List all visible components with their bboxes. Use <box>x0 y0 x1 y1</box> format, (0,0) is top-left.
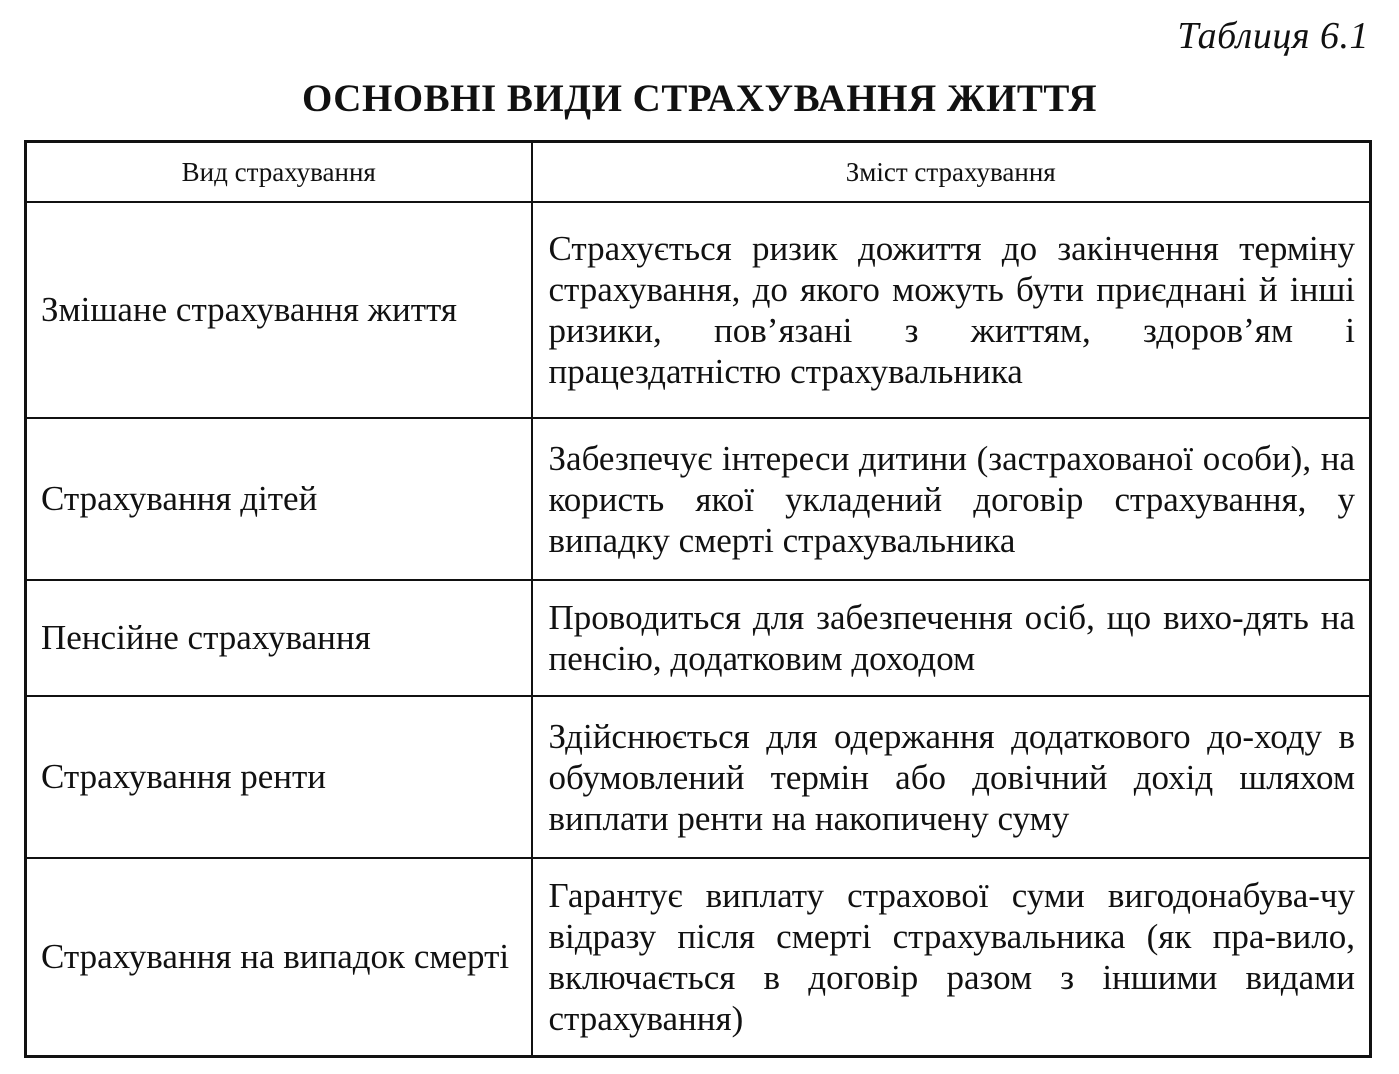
insurance-type-cell: Змішане страхування життя <box>26 202 532 418</box>
insurance-type-cell: Страхування на випадок смерті <box>26 858 532 1057</box>
table-row <box>26 202 1371 418</box>
insurance-content-cell: Проводиться для забезпечення осіб, що вихо-дять на пенсію, додатковим доходом <box>532 580 1371 696</box>
table-row <box>26 580 1371 696</box>
page-title: ОСНОВНІ ВИДИ СТРАХУВАННЯ ЖИТТЯ <box>301 77 1098 120</box>
insurance-types-table <box>24 140 1372 1058</box>
insurance-type-cell: Страхування ренти <box>26 696 532 858</box>
insurance-type-cell: Страхування дітей <box>26 418 532 580</box>
table-row <box>26 418 1371 580</box>
insurance-content-cell: Забезпечує інтереси дитини (застрахованої особи), на користь якої укладений договір страхування, у випадку смерті страхувальника <box>532 418 1371 580</box>
table-label: Таблиця 6.1 <box>1177 15 1369 57</box>
table-row <box>26 858 1371 1057</box>
insurance-content-cell: Здійснюється для одержання додаткового до-ходу в обумовлений термін або довічний дохід шляхом виплати ренти на накопичену суму <box>532 696 1371 858</box>
insurance-content-cell: Гарантує виплату страхової суми вигодонабува-чу відразу після смерті страхувальника (як пра-вило, включається в договір разом з іншими видами страхування) <box>532 858 1371 1057</box>
table-header-row <box>26 142 1371 203</box>
table-row <box>26 696 1371 858</box>
column-header-content: Зміст страхування <box>532 142 1371 203</box>
column-header-type: Вид страхування <box>26 142 532 203</box>
insurance-type-cell: Пенсійне страхування <box>26 580 532 696</box>
insurance-content-cell: Страхується ризик дожиття до закінчення терміну страхування, до якого можуть бути приєднані й інші ризики, пов’язані з життям, здоров’ям і працездатністю страхувальника <box>532 202 1371 418</box>
